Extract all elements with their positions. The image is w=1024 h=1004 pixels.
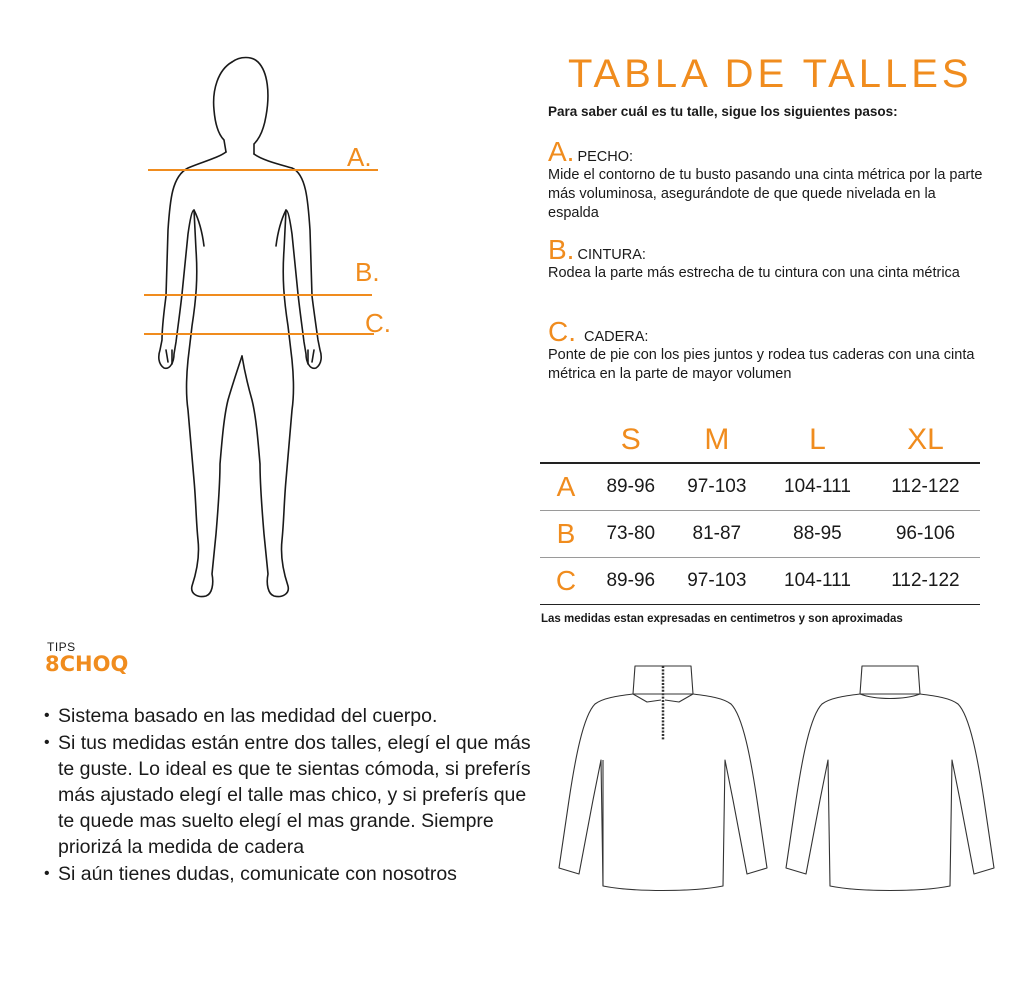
row-label: B	[540, 511, 592, 558]
table-cell: 89-96	[592, 463, 670, 511]
jacket-front-illustration	[553, 660, 773, 900]
row-label: C	[540, 558, 592, 605]
figure-label-a: A.	[347, 142, 372, 172]
step-waist	[548, 236, 988, 283]
figure-label-c: C.	[365, 308, 391, 338]
size-header: M	[670, 420, 764, 463]
step-name: CINTURA:	[577, 247, 646, 263]
table-row	[540, 558, 980, 605]
table-cell: 81-87	[670, 511, 764, 558]
step-description: Ponte de pie con los pies juntos y rodea tus caderas con una cinta métrica en la parte de mayor volumen	[548, 347, 975, 382]
step-name: CADERA:	[584, 329, 649, 345]
table-cell: 89-96	[592, 558, 670, 605]
table-cell: 88-95	[764, 511, 871, 558]
body-measurement-figure	[140, 50, 400, 610]
table-cell: 112-122	[871, 463, 980, 511]
step-description: Rodea la parte más estrecha de tu cintura con una cinta métrica	[548, 265, 960, 281]
list-item: • Si aún tienes dudas, comunicate con nosotros	[44, 861, 544, 887]
step-name: PECHO:	[577, 149, 634, 165]
size-header: L	[764, 420, 871, 463]
list-item: • Sistema basado en las medidad del cuerpo.	[44, 703, 544, 729]
step-letter: B.	[548, 234, 575, 265]
list-item: • Si tus medidas están entre dos talles, elegí el que más te guste. Lo ideal es que te sientas cómoda, si preferís más ajustado elegí el talle mas chico, y si preferís que te quede mas suelto elegí el mas grande. Siempre priorizá la medida de cadera	[44, 730, 544, 860]
table-cell: 73-80	[592, 511, 670, 558]
brand-logo: 8CHOQ	[45, 652, 129, 676]
measurement-note: Las medidas estan expresadas en centimetros y son aproximadas	[541, 613, 903, 625]
step-letter: A.	[548, 136, 575, 167]
table-cell: 104-111	[764, 463, 871, 511]
table-cell: 112-122	[871, 558, 980, 605]
brand-tips-label: TIPS	[47, 640, 76, 654]
table-row	[540, 511, 980, 558]
table-cell: 96-106	[871, 511, 980, 558]
figure-label-b: B.	[355, 257, 380, 287]
step-letter: C.	[548, 316, 576, 347]
step-chest	[548, 138, 988, 223]
table-corner	[540, 420, 592, 463]
page-subtitle: Para saber cuál es tu talle, sigue los siguientes pasos:	[548, 104, 898, 119]
step-description: Mide el contorno de tu busto pasando una cinta métrica por la parte más voluminosa, asegurándote de que quede nivelada en la espalda	[548, 167, 983, 221]
size-header: XL	[871, 420, 980, 463]
table-cell: 104-111	[764, 558, 871, 605]
table-cell: 97-103	[670, 463, 764, 511]
size-header: S	[592, 420, 670, 463]
size-table	[540, 420, 980, 605]
row-label: A	[540, 463, 592, 511]
table-cell: 97-103	[670, 558, 764, 605]
size-header-row	[540, 420, 980, 463]
page-title: TABLA DE TALLES	[568, 52, 973, 96]
step-hip	[548, 318, 988, 384]
tips-list	[44, 703, 544, 888]
table-row	[540, 463, 980, 511]
jacket-back-illustration	[780, 660, 1000, 900]
